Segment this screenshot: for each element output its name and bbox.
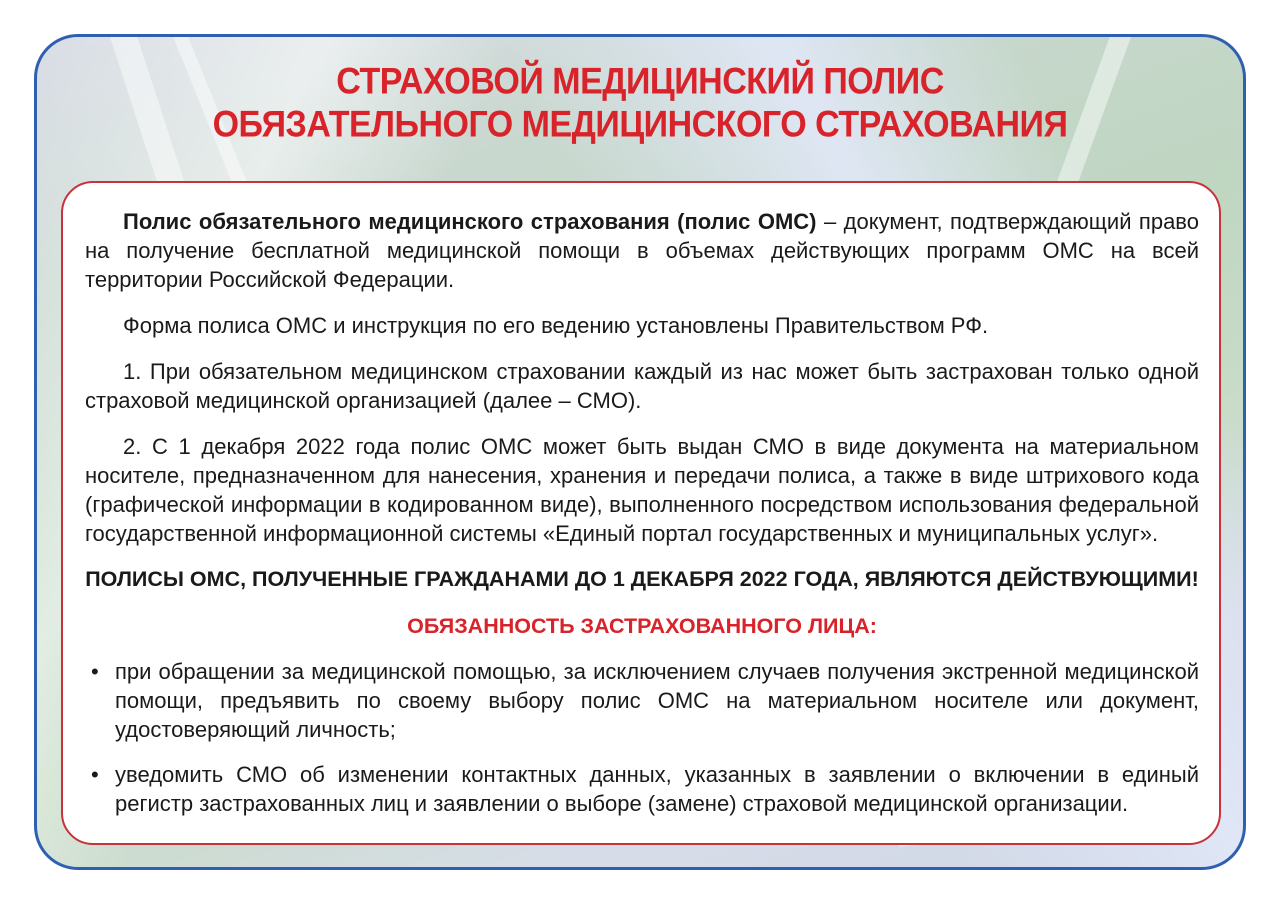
poster-title (37, 60, 1243, 146)
bullet-icon: • (91, 762, 99, 787)
title-line-2: ОБЯЗАТЕЛЬНОГО МЕДИЦИНСКОГО СТРАХОВАНИЯ (212, 104, 1068, 146)
duty-heading: ОБЯЗАННОСТЬ ЗАСТРАХОВАННОГО ЛИЦА: (407, 614, 877, 638)
duty-list-item (85, 760, 1199, 818)
rule-item-2: 2. С 1 декабря 2022 года полис ОМС может быть выдан СМО в виде документа на материальном носителе, предназначенном для нанесения, хранения и передачи полиса, а также в виде штрихового кода (графической информации в кодированном виде), выполненного посредством использования федеральной государственной информационной системы «Единый портал государственных и муниципальных услуг». (85, 434, 1199, 546)
duty-item-text: при обращении за медицинской помощью, за исключением случаев получения экстренной медицинской помощи, предъявить по своему выбору полис ОМС на материальном носителе или документ, удостоверяющий личность; (115, 659, 1199, 742)
poster-frame (34, 34, 1246, 870)
bullet-icon: • (91, 659, 99, 684)
duty-item-text: уведомить СМО об изменении контактных данных, указанных в заявлении о включении в единый регистр застрахованных лиц и заявлении о выборе (замене) страховой медицинской организации. (115, 762, 1199, 816)
intro-definition: – документ, подтверждающий право на получение бесплатной медицинской помощи в объемах действующих программ ОМС на всей территории Российской Федерации. (85, 209, 1199, 292)
content-card (61, 181, 1221, 845)
rule-item-1: 1. При обязательном медицинском страховании каждый из нас может быть застрахован только одной страховой медицинской организацией (далее – СМО). (85, 359, 1199, 413)
valid-policies-notice: ПОЛИСЫ ОМС, ПОЛУЧЕННЫЕ ГРАЖДАНАМИ ДО 1 ДЕКАБРЯ 2022 ГОДА, ЯВЛЯЮТСЯ ДЕЙСТВУЮЩИМИ! (85, 567, 1199, 591)
duty-list-item (85, 657, 1199, 744)
duty-list (85, 657, 1199, 818)
intro-bold-term: Полис обязательного медицинского страхования (полис ОМС) (123, 209, 817, 234)
intro-paragraph (85, 207, 1199, 294)
form-paragraph: Форма полиса ОМС и инструкция по его ведению установлены Правительством РФ. (123, 313, 989, 338)
title-line-1: СТРАХОВОЙ МЕДИЦИНСКИЙ ПОЛИС (336, 60, 944, 102)
